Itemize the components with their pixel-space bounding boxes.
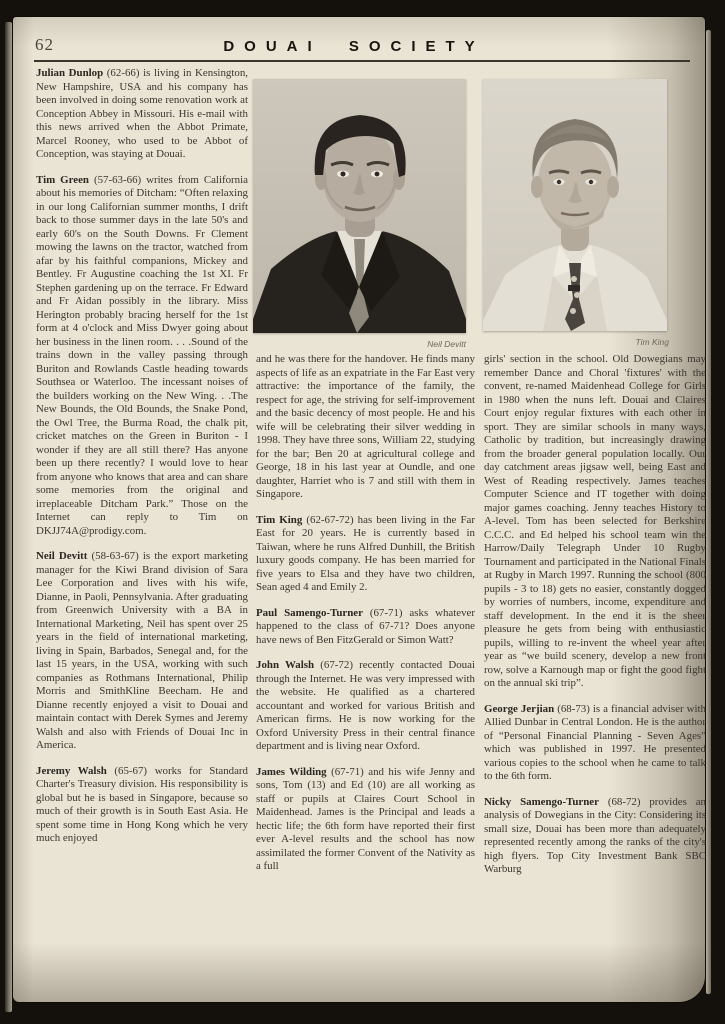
member-name: Paul Samengo-Turner xyxy=(256,606,363,619)
paragraph-tim-green xyxy=(36,174,248,539)
paragraph-tim-king xyxy=(256,514,475,595)
page-curl-edge xyxy=(706,30,711,994)
magazine-page xyxy=(13,17,705,1002)
paragraph-text: girls' section in the school. Old Dowegians may remember Dance and Choral 'fixtures' with the convent, re-named Maidenhead College for Girls in 1980 when the nuns left. Douai and Claires Court enjoy regular fixtures with each other in sport. They are similar schools in many ways, Catholic by tradition, but increasingly drawing from the broader general population locally. Our day catchment areas jigsaw well, being East and West of Reading respectively. James teaches Computer Science and IT together with doing major games coaching. Jenny teaches History to A-level. Tom has been selected for Berkshire C.C.C. and Ed helped his school team win the Harrow/Daily Telegraph Under 10 Rugby Tournament and participated in the National Finals at Rugby in March 1997. Running the school (800 pupils - 3 to 18) gets no easier, constantly dogged by worries of numbers, income, expenditure and staff development. In the end it is the sheer pleasure he gets from being with enthusiastic pupils, willing to re-invent the wheel year after year as “we build scenery, develop a new front row, solve a Karnough map or fight the good fight on the annual ski trip”. xyxy=(484,353,706,689)
paragraph-text: (62-67-72) has been living in the Far East for 20 years. He is currently based in Taiwan, where he runs Alfred Dunhill, the British luxury goods company. He has been married for five years to Elsa and they have two children, Sean aged 4 and Emily 2. xyxy=(256,513,475,593)
paragraph-james-wilding-continued xyxy=(484,353,706,691)
text-column-1 xyxy=(36,67,248,994)
paragraph-text: (58-63-67) is the export marketing manager for the Kiwi Brand division of Sara Lee Corporation and lives with his wife, Dianne, in Paoli, Pennsylvania. After graduating from Greenwich University with a BA in International Marketing, Neil has spent over 25 years in the field of international marketing, living in Spain, Barbados, Senegal and, for the last 15 years, in the USA, working with such companies as Rothmans International, Philip Morris and SmithKline Beecham. He and Dianne recently enjoyed a visit to Douai and maintain contact with Derek Symes and Jeremy Walsh and also with Friends of Douai Inc in America. xyxy=(36,550,248,751)
member-name: Tim Green xyxy=(36,173,89,186)
previous-page-edge xyxy=(5,22,12,1012)
text-column-3 xyxy=(484,353,706,994)
paragraph-text: (67-71) asks whatever happened to the class of 67-71? Does anyone have news of Ben FitzGerald or Simon Watt? xyxy=(256,606,475,646)
paragraph-text: (65-67) works for Standard Charter's Treasury division. His responsibility is global but he is based in Singapore, because so much of their growth is in South East Asia. He spent some time in Hong Kong which he very much enjoyed xyxy=(36,764,248,844)
photo-caption-tim-king: Tim King xyxy=(635,337,669,347)
member-name: Nicky Samengo-Turner xyxy=(484,795,599,808)
photo-caption-neil-devitt: Neil Devitt xyxy=(427,339,466,349)
member-name: Julian Dunlop xyxy=(36,67,104,79)
paragraph-james-wilding xyxy=(256,766,475,874)
paragraph-george-jerjian xyxy=(484,703,706,784)
paragraph-julian-dunlop xyxy=(36,67,248,162)
paragraph-jeremy-walsh-continued xyxy=(256,353,475,502)
text-column-2 xyxy=(256,353,475,994)
member-name: Neil Devitt xyxy=(36,550,88,562)
page-title: DOUAI SOCIETY xyxy=(223,38,485,55)
member-name: George Jerjian xyxy=(484,702,555,715)
photo-neil-devitt xyxy=(253,79,466,333)
paragraph-john-walsh xyxy=(256,659,475,754)
paragraph-text: (57-63-66) writes from California about his memories of Ditcham: “Often relaxing in our long Californian summer months, I drift back to those summer days in the late 50's and early 60's on the South Downs. Fr Clement mowing the lawns on the tractor, watched from afar by his faithful companions, Mickey and Bentley. Fr Augustine coaching the 1st XI. Fr Stephen gardening up on the terrace. Fr Edward and Fr Aidan possibly in the library. Miss Herington probably bracing herself for the 1st form at 4 o'clock and Miss Dwyer going about her business in the linen room. . . .Sound of the trains down in the valley passing through Buriton and Rowlands Castle heading towards Southsea or Waterloo. The incessant noises of the builders working on the New Wing. . .The New Bounds, the Old Bounds, the Snake Pond, the Owl Tree, the Burma Road, the chalk pit, cricket matches on the Green in Buriton - I wonder if they are all still there? Has anyone been up there recently? I would love to hear from anyone who knows that area and can share some memories from the original and irreplaceable Ditcham Park.” Those on the Internet can reply to Tim on DKJJ74A@prodigy.com. xyxy=(36,173,248,537)
member-name: Tim King xyxy=(256,513,303,526)
paragraph-jeremy-walsh xyxy=(36,765,248,846)
paragraph-text: (68-72) provides an analysis of Dowegians in the City: Considering its small size, Douai has been more than adequately represented recently among the ranks of the city's high flyers. Top City Investment Bank SBC Warburg xyxy=(484,795,706,875)
member-name: James Wilding xyxy=(256,765,327,778)
member-name: Jeremy Walsh xyxy=(36,764,107,777)
photo-tim-king xyxy=(483,79,667,331)
paragraph-text: (67-71) and his wife Jenny and sons, Tom (13) and Ed (10) are all working as staff or pupils at Claires Court School in Maidenhead. James is the Principal and leads a hectic life; the 6th form have reported their first ever A-level results and the school has now assimilated the former Convent of the Nativity as a full xyxy=(256,765,475,872)
paragraph-nicky-samengo-turner xyxy=(484,796,706,877)
paragraph-text: (67-72) recently contacted Douai through the Internet. He was very impressed with the website. He qualified as a chartered accountant and worked for various British and American firms. He is now working for the Oxford University Press in their central finance department and is living near Oxford. xyxy=(256,659,475,752)
paragraph-text: and he was there for the handover. He finds many aspects of life as an expatriate in the Far East very attractive: the importance of the family, the respect for age, the striving for self-improvement and the basic decency of most people. He and his wife will be celebrating their silver wedding in 1998. They have three sons, William 22, studying for the bar; Ben 20 at agricultural college and George, 18 in his last year at Oundle, and one daughter, Harriet who is 7 and still with them in Singapore. xyxy=(256,353,475,500)
header-rule xyxy=(34,60,690,62)
paragraph-paul-samengo-turner xyxy=(256,607,475,648)
paragraph-neil-devitt xyxy=(36,550,248,753)
portrait-neil-devitt-illustration xyxy=(253,79,466,333)
page-number: 62 xyxy=(35,35,54,54)
paragraph-text: (68-73) is a financial adviser with Allied Dunbar in Central London. He is the author of “Personal Financial Planning - Seven Ages” which was published in 1997. He presented various copies to the school when he came to talk to the 6th form. xyxy=(484,702,706,782)
portrait-tim-king-illustration xyxy=(483,79,667,331)
member-name: John Walsh xyxy=(256,659,315,671)
paragraph-text: (62-66) is living in Kensington, New Hampshire, USA and his company has been involved in doing some renovation work at Conception Abbey in Missouri. His e-mail with this news arrived when the Abbot Primate, Marcel Rooney, who used to be Abbot of Conception, was staying at Douai. xyxy=(36,67,248,160)
